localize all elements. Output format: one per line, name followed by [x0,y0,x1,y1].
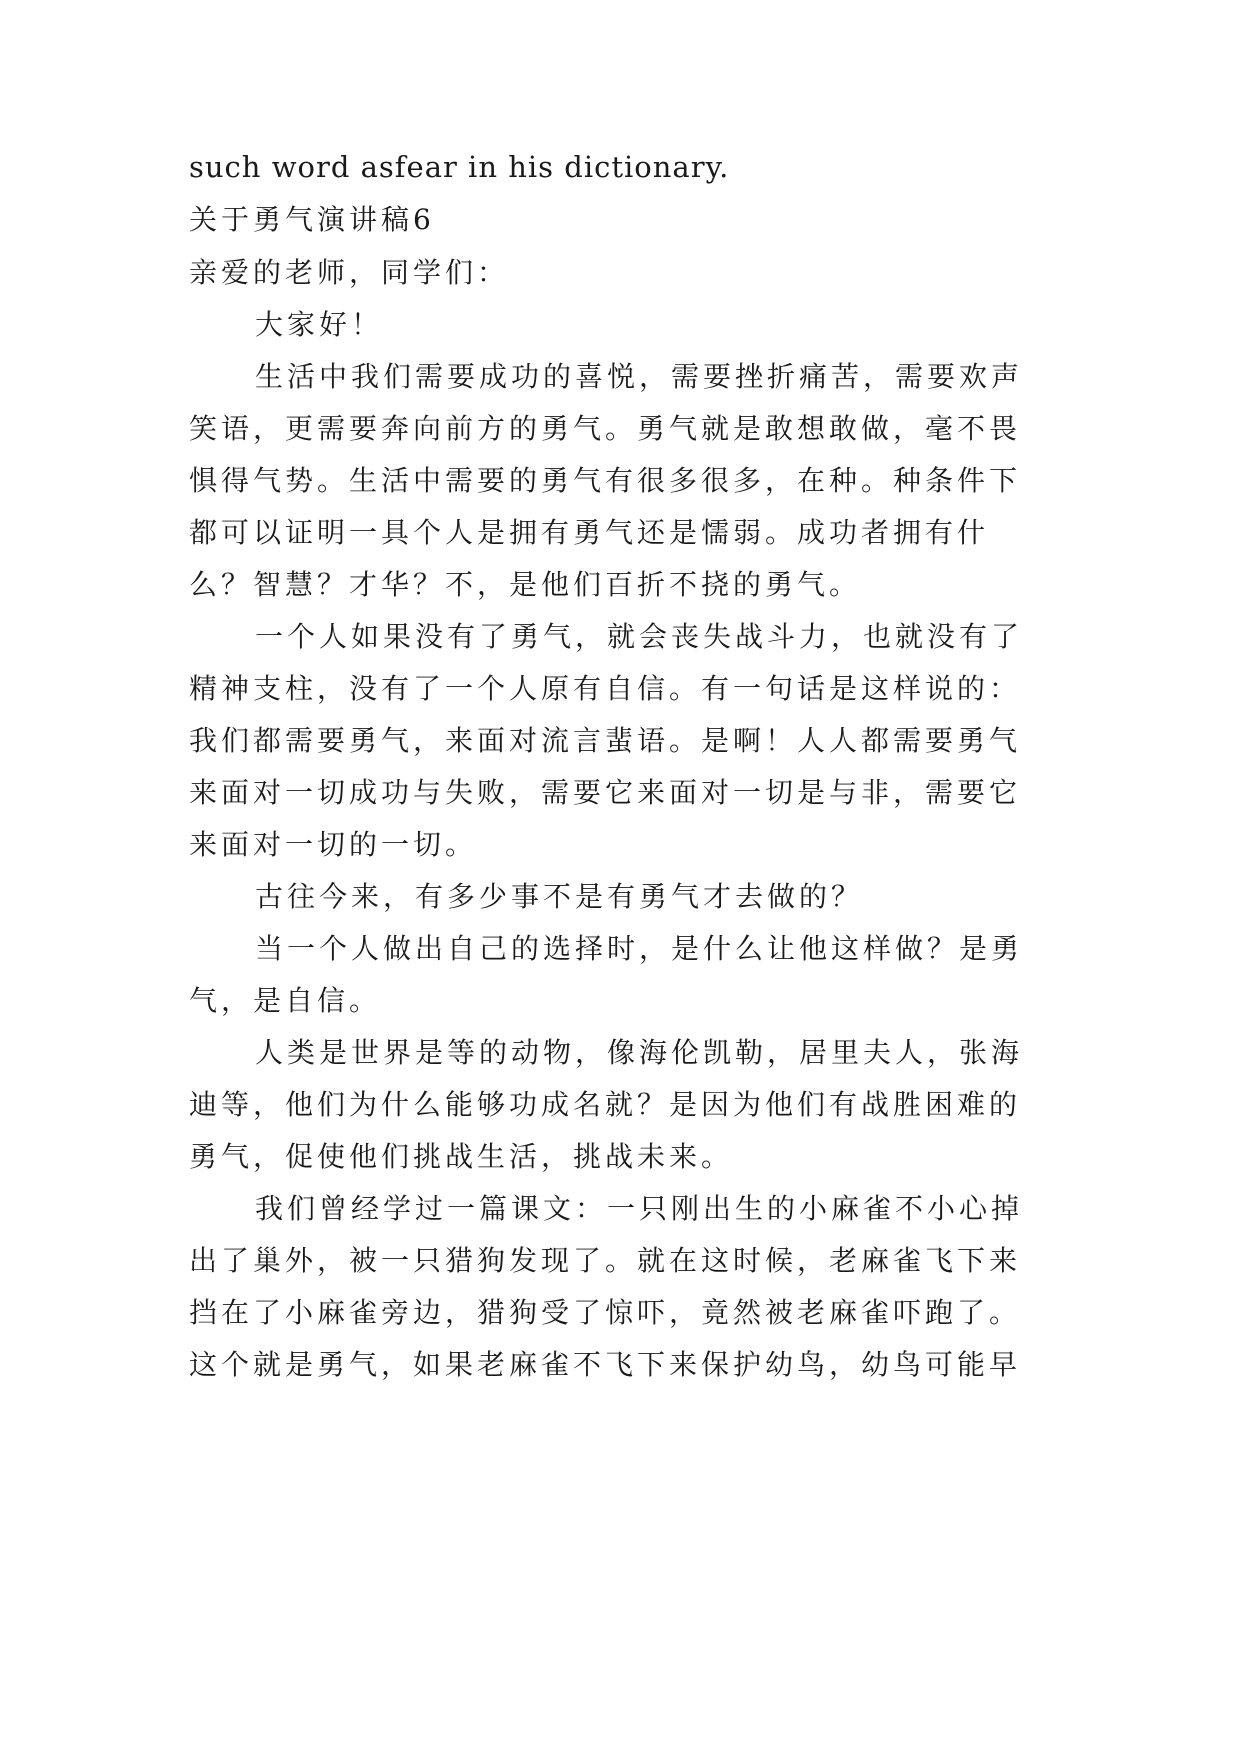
paragraph-line: 么？智慧？才华？不，是他们百折不挠的勇气。 [189,568,862,601]
paragraph-line: 惧得气势。生活中需要的勇气有很多很多，在种。种条件下 [189,464,1022,497]
paragraph-line: 气，是自信。 [189,984,382,1017]
paragraph-line: 一个人如果没有了勇气，就会丧失战斗力，也就没有了 [255,620,1024,653]
greeting: 大家好！ [255,308,384,341]
paragraph-line: 我们曾经学过一篇课文：一只刚出生的小麻雀不小心掉 [255,1192,1024,1225]
paragraph-line: 迪等，他们为什么能够功成名就？是因为他们有战胜困难的 [189,1088,1022,1121]
paragraph-line: 都可以证明一具个人是拥有勇气还是懦弱。成功者拥有什 [189,516,990,549]
paragraph-line: 笑语，更需要奔向前方的勇气。勇气就是敢想敢做，毫不畏 [189,412,1022,445]
section-heading: 关于勇气演讲稿6 [189,203,435,236]
text-line-english: such word asfear in his dictionary. [189,150,730,184]
salutation: 亲爱的老师，同学们： [189,256,510,289]
paragraph-line: 这个就是勇气，如果老麻雀不飞下来保护幼鸟，幼鸟可能早 [189,1348,1022,1381]
paragraph-line: 来面对一切的一切。 [189,828,478,861]
paragraph-line: 当一个人做出自己的选择时，是什么让他这样做？是勇 [255,932,1024,965]
paragraph-line: 人类是世界是等的动物，像海伦凯勒，居里夫人，张海 [255,1036,1024,1069]
paragraph-line: 精神支柱，没有了一个人原有自信。有一句话是这样说的： [189,672,1022,705]
paragraph-line: 生活中我们需要成功的喜悦，需要挫折痛苦，需要欢声 [255,360,1024,393]
paragraph-line: 挡在了小麻雀旁边，猎狗受了惊吓，竟然被老麻雀吓跑了。 [189,1296,1022,1329]
paragraph-line: 古往今来，有多少事不是有勇气才去做的？ [255,880,864,913]
paragraph-line: 我们都需要勇气，来面对流言蜚语。是啊！人人都需要勇气 [189,724,1022,757]
paragraph-line: 来面对一切成功与失败，需要它来面对一切是与非，需要它 [189,776,1022,809]
paragraph-line: 勇气，促使他们挑战生活，挑战未来。 [189,1140,734,1173]
paragraph-line: 出了巢外，被一只猎狗发现了。就在这时候，老麻雀飞下来 [189,1244,1022,1277]
